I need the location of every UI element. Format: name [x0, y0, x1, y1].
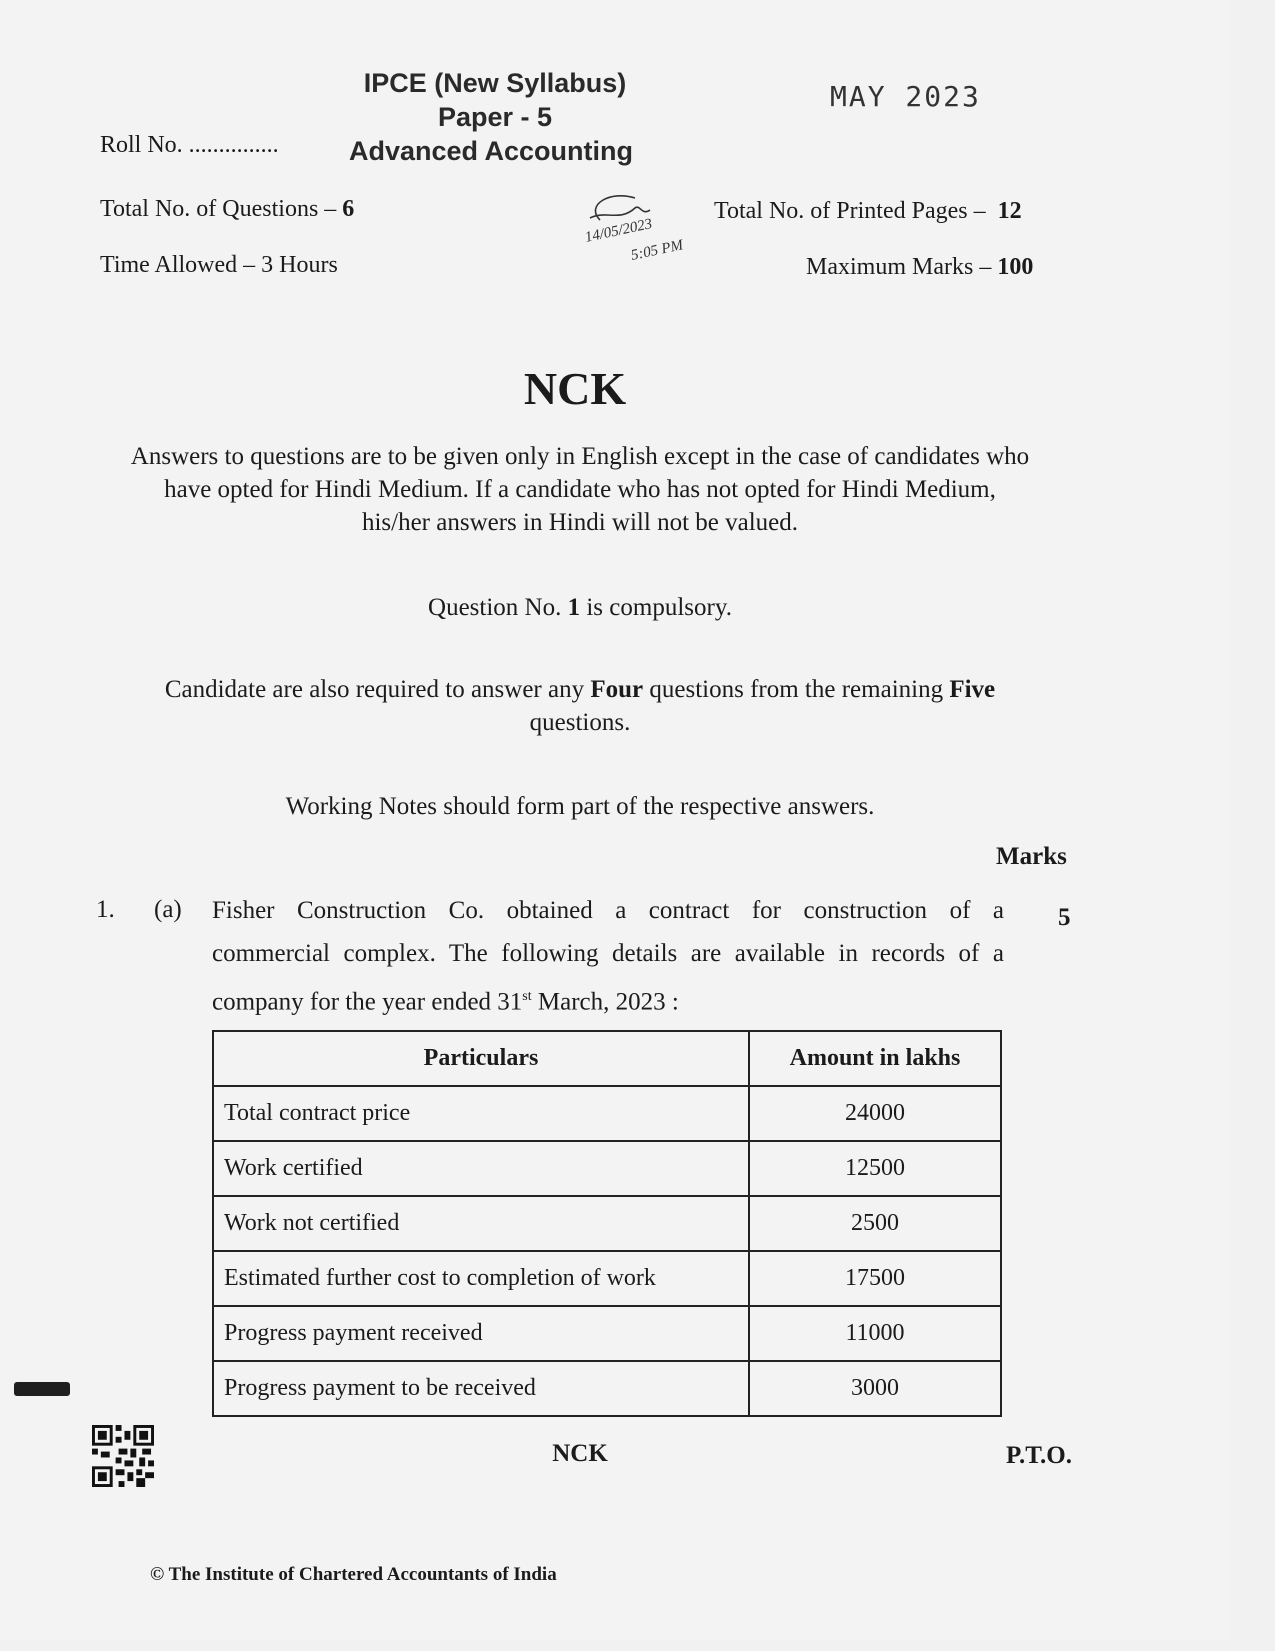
- row-amount: 24000: [749, 1086, 1001, 1141]
- compulsory-instruction: [80, 591, 1080, 624]
- paper-number: Paper - 5: [437, 102, 553, 132]
- question-part: (a): [154, 896, 182, 923]
- choice-text: Candidate are also required to answer any: [164, 676, 585, 703]
- row-particular: Work not certified: [213, 1196, 749, 1251]
- column-header-amount: Amount in lakhs: [749, 1031, 1001, 1086]
- table-row: [213, 1306, 1001, 1361]
- row-particular: Progress payment to be received: [213, 1361, 749, 1416]
- choice-text: questions.: [529, 709, 631, 736]
- choice-text: questions from the remaining: [649, 676, 944, 703]
- row-amount: 17500: [749, 1251, 1001, 1306]
- row-particular: Progress payment received: [213, 1306, 749, 1361]
- table-row: [213, 1251, 1001, 1306]
- row-amount: 12500: [749, 1141, 1001, 1196]
- time-allowed-value: 3 Hours: [261, 252, 338, 278]
- language-instruction-line: his/her answers in Hindi will not be valued.: [361, 509, 799, 536]
- maximum-marks-label: Maximum Marks –: [806, 254, 992, 280]
- row-particular: Work certified: [213, 1141, 749, 1196]
- question-text-fragment: March, 2023 :: [537, 988, 679, 1016]
- contract-details-table: [212, 1030, 1002, 1417]
- column-header-particulars: Particulars: [213, 1031, 749, 1086]
- row-amount: 2500: [749, 1196, 1001, 1251]
- total-questions-value: 6: [342, 196, 355, 222]
- language-instructions: [80, 440, 1080, 539]
- total-pages: [714, 198, 1022, 225]
- total-questions: [100, 196, 354, 223]
- working-notes-instruction: Working Notes should form part of the respective answers.: [285, 793, 875, 820]
- row-particular: Total contract price: [213, 1086, 749, 1141]
- signature-date: 14/05/2023: [583, 216, 654, 246]
- table-row: [213, 1361, 1001, 1416]
- roll-number-field: Roll No. ...............: [100, 132, 279, 158]
- choice-remaining: Five: [949, 676, 996, 703]
- maximum-marks-value: 100: [997, 254, 1034, 280]
- total-pages-value: 12: [997, 198, 1022, 224]
- table-row: [213, 1196, 1001, 1251]
- question-number: 1.: [96, 896, 115, 923]
- time-allowed: [100, 252, 338, 279]
- compulsory-text: Question No.: [428, 594, 562, 621]
- paper-code: NCK: [523, 363, 627, 414]
- choice-instruction: [120, 673, 1040, 739]
- total-questions-label: Total No. of Questions –: [100, 196, 337, 222]
- language-instruction-line: have opted for Hindi Medium. If a candidate who has not opted for Hindi Medium,: [164, 476, 996, 503]
- page-turn-over: P.T.O.: [1006, 1442, 1072, 1469]
- compulsory-text: is compulsory.: [586, 594, 732, 621]
- copyright-notice: © The Institute of Chartered Accountants of India: [150, 1564, 557, 1585]
- exam-title: IPCE (New Syllabus): [363, 68, 627, 98]
- row-amount: 11000: [749, 1306, 1001, 1361]
- question-text-fragment: company for the year ended 31: [212, 988, 523, 1016]
- marks-heading: Marks: [996, 843, 1067, 870]
- session-stamp: MAY 2023: [830, 80, 981, 113]
- question-text: [212, 889, 1004, 1023]
- question-marks: 5: [1058, 904, 1071, 931]
- table-header-row: [213, 1031, 1001, 1086]
- subject-title: Advanced Accounting: [348, 136, 634, 166]
- question-text-line: Fisher Construction Co. obtained a contract for construction of a: [212, 897, 1004, 924]
- ordinal-suffix: st: [522, 989, 532, 1004]
- scan-mark: [14, 1382, 70, 1396]
- signature-time: 5:05 PM: [629, 237, 685, 264]
- language-instruction-line: Answers to questions are to be given only in English except in the case of candidates who: [130, 443, 1030, 470]
- time-allowed-label: Time Allowed –: [100, 252, 256, 278]
- maximum-marks: [806, 254, 1033, 281]
- question-text-line: commercial complex. The following details are available in records of a: [212, 940, 1004, 967]
- handwritten-signature-icon: [580, 180, 730, 270]
- table-row: [213, 1141, 1001, 1196]
- question-text-line: [212, 975, 1004, 1023]
- row-particular: Estimated further cost to completion of work: [213, 1251, 749, 1306]
- table-row: [213, 1086, 1001, 1141]
- row-amount: 3000: [749, 1361, 1001, 1416]
- compulsory-question-number: 1: [567, 594, 581, 621]
- total-pages-label: Total No. of Printed Pages –: [714, 198, 986, 224]
- choice-count: Four: [590, 676, 644, 703]
- footer-paper-code: NCK: [552, 1440, 608, 1467]
